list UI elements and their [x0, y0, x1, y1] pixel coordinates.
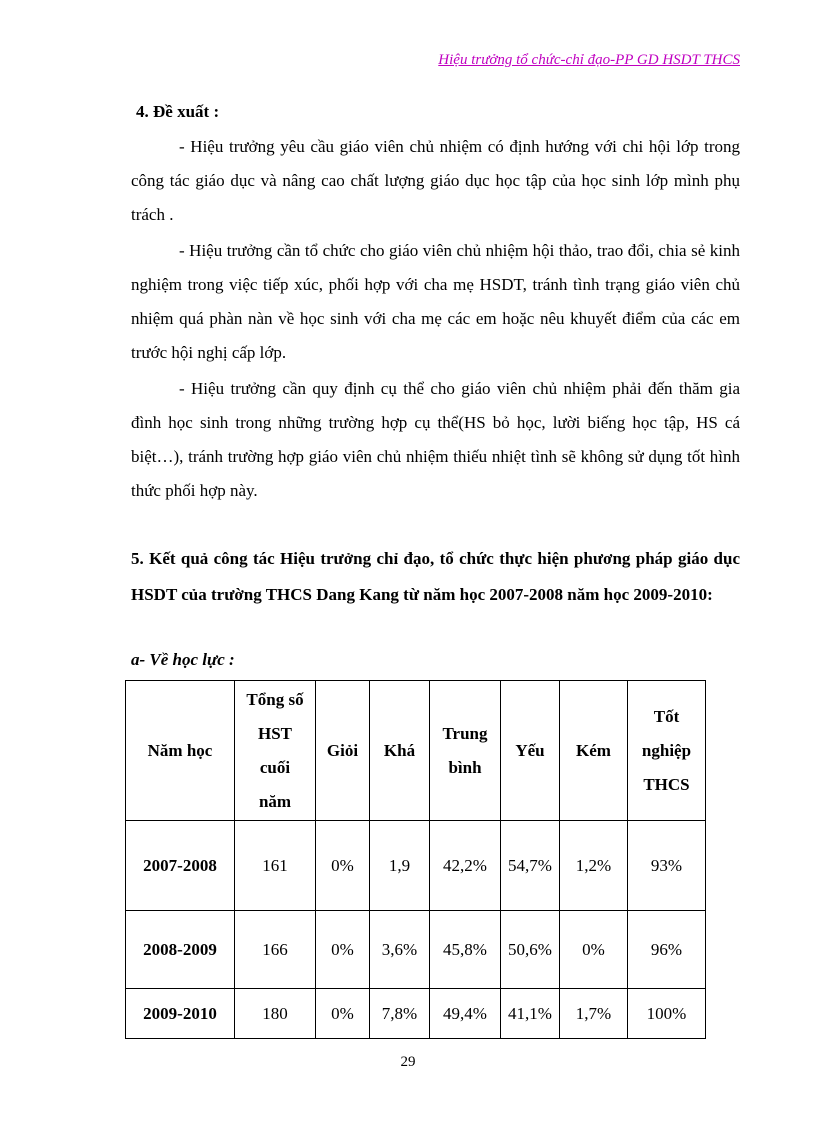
header-label: Yếu [515, 740, 545, 760]
weak-cell: 50,6% [501, 911, 560, 989]
table-row [126, 989, 706, 1039]
poor-cell: 1,2% [560, 821, 628, 911]
header-label: bình [448, 757, 482, 777]
year-cell: 2008-2009 [126, 911, 235, 989]
header-cell [235, 681, 316, 821]
header-cell [430, 681, 501, 821]
page-number: 29 [400, 1054, 416, 1070]
excellent-cell: 0% [316, 989, 370, 1039]
excellent-cell: 0% [316, 821, 370, 911]
total-cell: 161 [235, 821, 316, 911]
good-cell: 1,9 [370, 821, 430, 911]
paragraph-2 [131, 234, 740, 370]
header-cell [316, 681, 370, 821]
header-label: năm [258, 791, 292, 811]
average-cell: 49,4% [430, 989, 501, 1039]
paragraph-1 [131, 130, 740, 232]
poor-cell: 1,7% [560, 989, 628, 1039]
good-cell: 3,6% [370, 911, 430, 989]
poor-cell: 0% [560, 911, 628, 989]
weak-cell: 54,7% [501, 821, 560, 911]
paragraph-1-text: - Hiệu trưởng yêu cầu giáo viên chủ nhiệm có định hướng với chi hội lớp trong công tác giáo dục và nâng cao chất lượng giáo dục học tập của học sinh lớp mình phụ trách . [131, 137, 740, 224]
table-row [126, 911, 706, 989]
graduation-cell: 100% [628, 989, 706, 1039]
average-cell: 45,8% [430, 911, 501, 989]
header-cell [501, 681, 560, 821]
header-cell [560, 681, 628, 821]
header-cell [126, 681, 235, 821]
good-cell: 7,8% [370, 989, 430, 1039]
header-label: Tổng số [246, 689, 304, 709]
section-4-heading: 4. Đề xuất : [136, 102, 220, 121]
year-cell: 2007-2008 [126, 821, 235, 911]
results-table [125, 680, 706, 1039]
excellent-cell: 0% [316, 911, 370, 989]
header-label: Năm học [147, 740, 213, 760]
paragraph-2-text: - Hiệu trưởng cần tổ chức cho giáo viên chủ nhiệm hội thảo, trao đổi, chia sẻ kinh nghiệm trong việc tiếp xúc, phối hợp với cha mẹ HSDT, tránh tình trạng giáo viên chủ nhiệm quá phàn nàn về học sinh với cha mẹ các em hoặc nêu khuyết điểm của các em trước hội nghị cấp lớp. [131, 241, 740, 362]
table-header-row [126, 681, 706, 821]
graduation-cell: 96% [628, 911, 706, 989]
header-label: HST [257, 723, 293, 743]
average-cell: 42,2% [430, 821, 501, 911]
header-cell [370, 681, 430, 821]
year-cell: 2009-2010 [126, 989, 235, 1039]
header-cell [628, 681, 706, 821]
header-label: cuối [259, 757, 291, 777]
header-label: Trung [442, 723, 488, 743]
header-label: Kém [576, 740, 611, 760]
paragraph-3-text: - Hiệu trưởng cần quy định cụ thể cho giáo viên chủ nhiệm phải đến thăm gia đình học sinh trong những trường hợp cụ thể(HS bỏ học, lười biếng học tập, HS cá biệt…), tránh trường hợp giáo viên chủ nhiệm thiếu nhiệt tình sẽ không sử dụng tốt hình thức phối hợp này. [131, 379, 740, 500]
table-row [126, 821, 706, 911]
total-cell: 180 [235, 989, 316, 1039]
header-label: Tốt [653, 706, 680, 726]
header-label: Giỏi [326, 740, 359, 760]
graduation-cell: 93% [628, 821, 706, 911]
header-label: nghiệp [641, 740, 692, 760]
total-cell: 166 [235, 911, 316, 989]
paragraph-3 [131, 372, 740, 508]
weak-cell: 41,1% [501, 989, 560, 1039]
section-5-heading: 5. Kết quả công tác Hiệu trưởng chỉ đạo, tổ chức thực hiện phương pháp giáo dục HSDT của trường THCS Dang Kang từ năm học 2007-2008 năm học 2009-2010: [131, 549, 740, 604]
subsection-heading: a- Về học lực : [131, 650, 235, 669]
header-label: THCS [643, 774, 690, 794]
header-label: Khá [383, 740, 416, 760]
running-header: Hiệu trưởng tổ chức-chỉ đạo-PP GD HSDT THCS [438, 52, 740, 68]
